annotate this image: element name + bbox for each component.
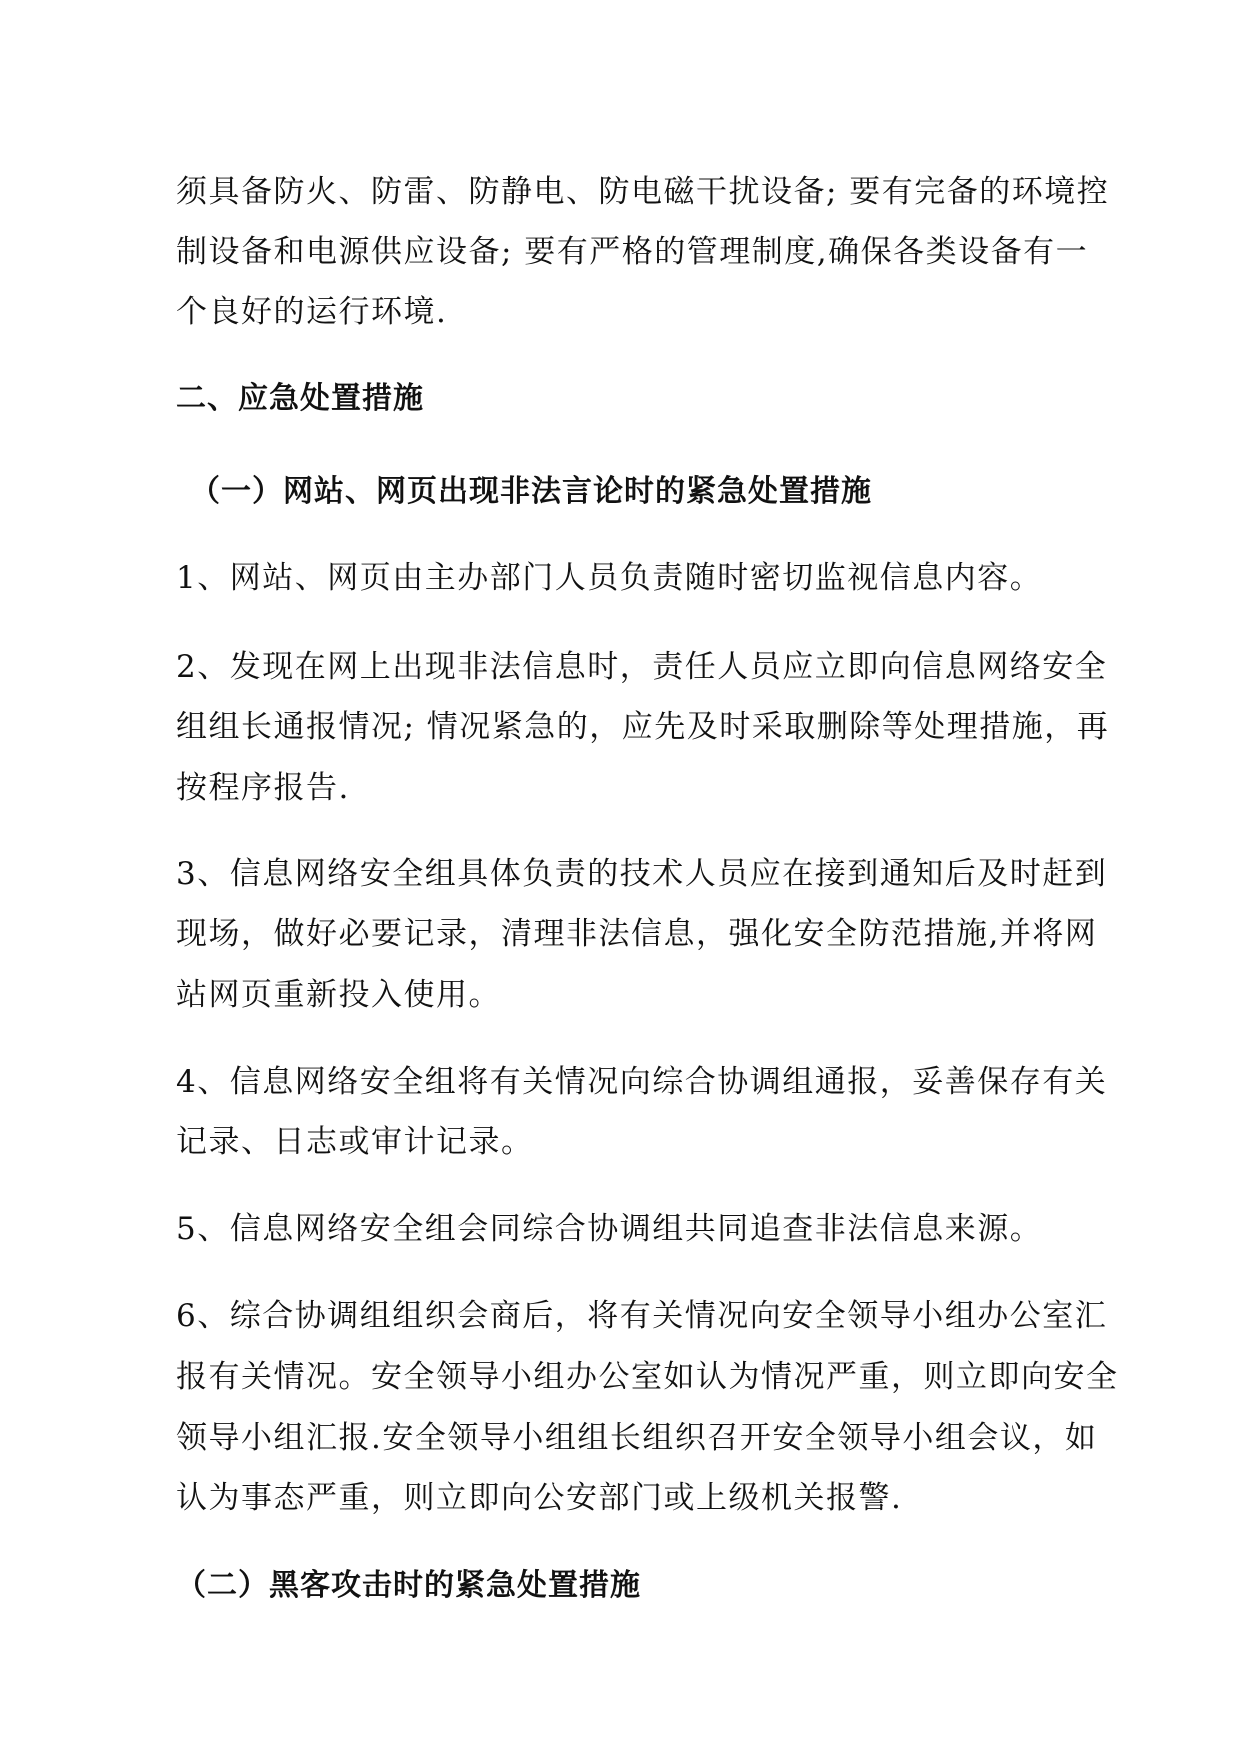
list-item-6-line-1: 6、综合协调组组织会商后，将有关情况向安全领导小组办公室汇: [176, 1298, 1108, 1334]
continuation-line-3: 个良好的运行环境.: [176, 294, 448, 330]
subsection-heading-1: （一）网站、网页出现非法言论时的紧急处置措施: [190, 474, 872, 509]
subsection-heading-2: （二）黑客攻击时的紧急处置措施: [176, 1568, 641, 1603]
list-item-1-line-1: 1、网站、网页由主办部门人员负责随时密切监视信息内容。: [176, 560, 1043, 596]
list-item-2-line-3: 按程序报告.: [176, 770, 350, 806]
list-item-5-line-1: 5、信息网络安全组会同综合协调组共同追查非法信息来源。: [176, 1211, 1043, 1247]
list-item-6-line-2: 报有关情况。安全领导小组办公室如认为情况严重，则立即向安全: [176, 1359, 1119, 1395]
continuation-line-2: 制设备和电源供应设备; 要有严格的管理制度,确保各类设备有一: [176, 234, 1089, 270]
list-item-6-line-4: 认为事态严重，则立即向公安部门或上级机关报警.: [176, 1480, 903, 1516]
list-item-3-line-1: 3、信息网络安全组具体负责的技术人员应在接到通知后及时赶到: [176, 856, 1108, 892]
list-item-4-line-1: 4、信息网络安全组将有关情况向综合协调组通报，妥善保存有关: [176, 1064, 1108, 1100]
continuation-line-1: 须具备防火、防雷、防静电、防电磁干扰设备; 要有完备的环境控: [176, 174, 1110, 210]
list-item-6-line-3: 领导小组汇报.安全领导小组组长组织召开安全领导小组会议，如: [176, 1420, 1098, 1456]
list-item-3-line-3: 站网页重新投入使用。: [176, 977, 501, 1013]
list-item-3-line-2: 现场，做好必要记录，清理非法信息，强化安全防范措施,并将网: [176, 916, 1098, 952]
list-item-2-line-2: 组组长通报情况; 情况紧急的，应先及时采取删除等处理措施，再: [176, 709, 1110, 745]
list-item-2-line-1: 2、发现在网上出现非法信息时，责任人员应立即向信息网络安全: [176, 649, 1108, 685]
list-item-4-line-2: 记录、日志或审计记录。: [176, 1124, 534, 1160]
section-heading: 二、应急处置措施: [176, 381, 424, 416]
